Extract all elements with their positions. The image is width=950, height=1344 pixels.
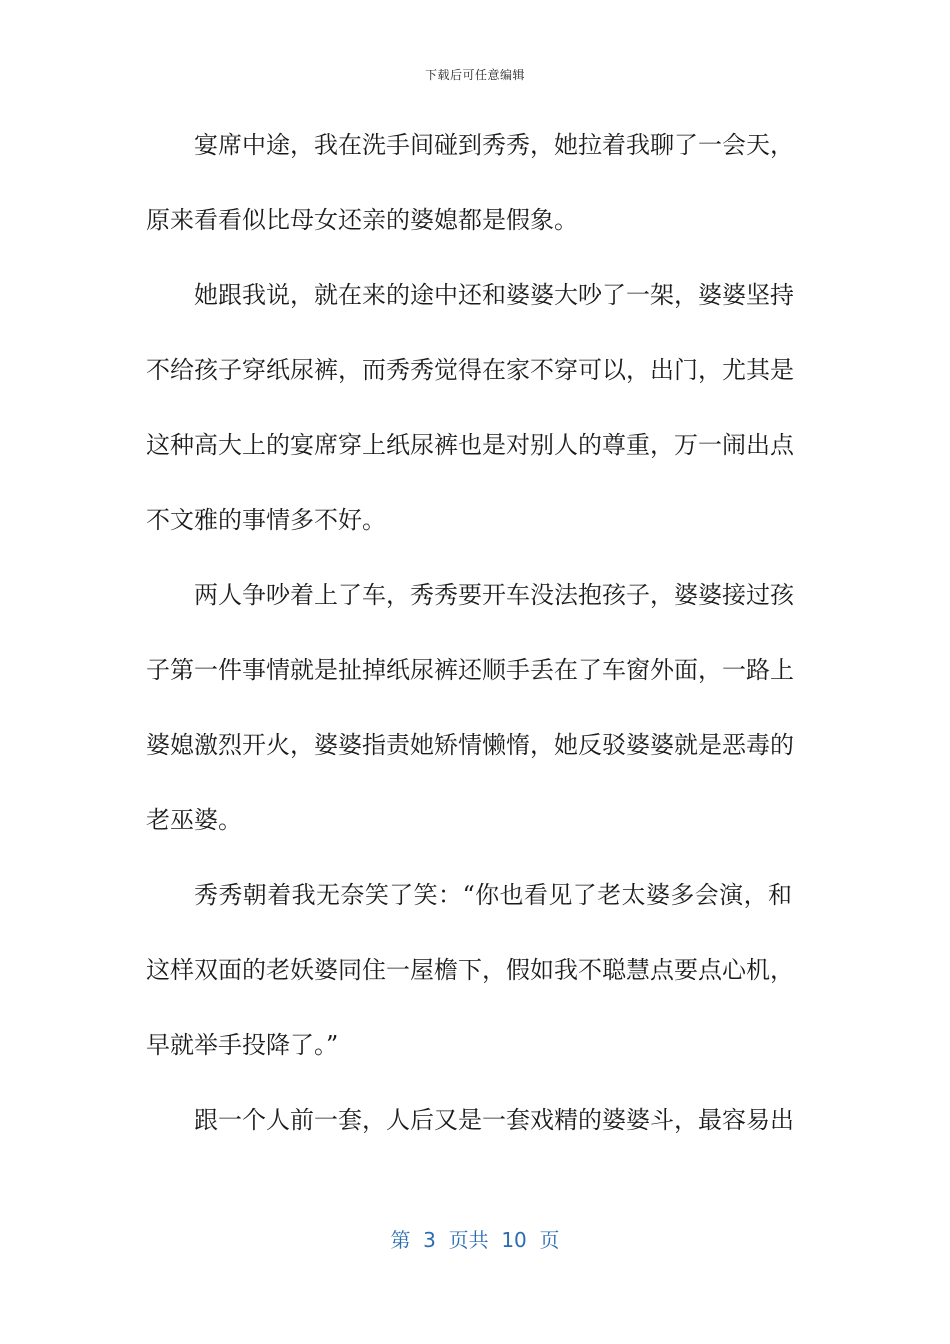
paragraph-2-line-4: 不文雅的事情多不好。 xyxy=(146,506,386,534)
paragraph-3-line-4: 老巫婆。 xyxy=(146,806,242,834)
paragraph-2-line-2: 不给孩子穿纸尿裤，而秀秀觉得在家不穿可以，出门，尤其是 xyxy=(146,356,794,384)
paragraph-4-line-3: 早就举手投降了。” xyxy=(146,1031,339,1059)
page-number-footer: 第 3 页共 10 页 xyxy=(390,1228,560,1252)
paragraph-1-line-2: 原来看看似比母女还亲的婆媳都是假象。 xyxy=(146,206,578,234)
paragraph-3-line-3: 婆媳激烈开火，婆婆指责她矫情懒惰，她反驳婆婆就是恶毒的 xyxy=(146,731,794,759)
paragraph-4-line-2: 这样双面的老妖婆同住一屋檐下，假如我不聪慧点要点心机， xyxy=(146,956,794,984)
paragraph-2-line-1: 她跟我说，就在来的途中还和婆婆大吵了一架，婆婆坚持 xyxy=(194,281,794,309)
document-body xyxy=(146,122,792,1172)
paragraph-3-line-2: 子第一件事情就是扯掉纸尿裤还顺手丢在了车窗外面，一路上 xyxy=(146,656,794,684)
header-note: 下载后可任意编辑 xyxy=(424,68,525,82)
paragraph-2-line-3: 这种高大上的宴席穿上纸尿裤也是对别人的尊重，万一闹出点 xyxy=(146,431,794,459)
paragraph-3-line-1: 两人争吵着上了车，秀秀要开车没法抱孩子，婆婆接过孩 xyxy=(194,581,794,609)
paragraph-1-line-1: 宴席中途，我在洗手间碰到秀秀，她拉着我聊了一会天， xyxy=(194,131,794,159)
paragraph-5-line-1: 跟一个人前一套，人后又是一套戏精的婆婆斗，最容易出 xyxy=(194,1106,794,1134)
paragraph-4-line-1: 秀秀朝着我无奈笑了笑：“你也看见了老太婆多会演，和 xyxy=(194,881,792,909)
